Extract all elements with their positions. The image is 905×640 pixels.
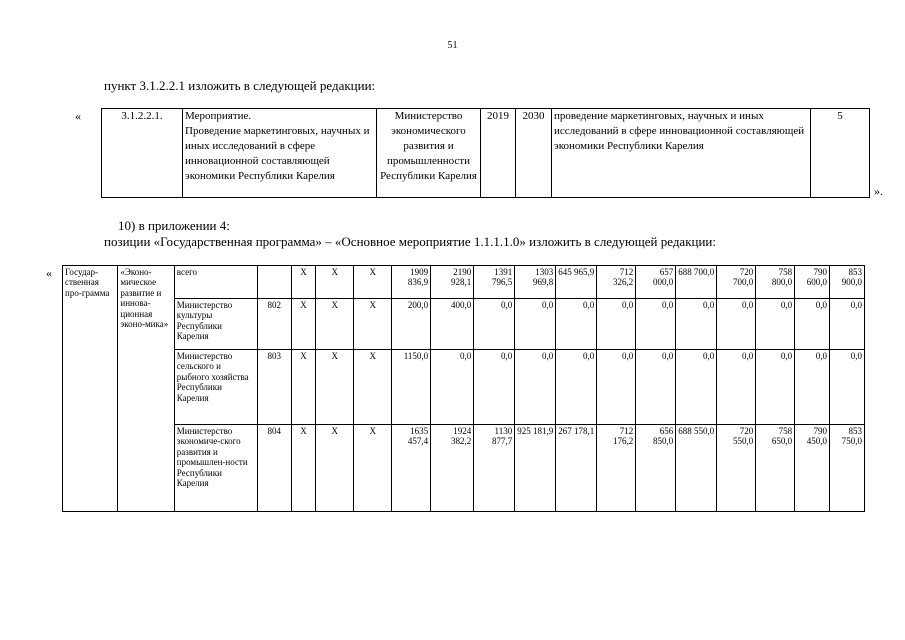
row-x2: Х <box>316 266 354 299</box>
value-cell: 1909 836,9 <box>392 266 431 299</box>
value-cell: 2190 928,1 <box>431 266 474 299</box>
value-cell: 0,0 <box>431 350 474 425</box>
value-cell: 0,0 <box>474 350 515 425</box>
value-cell: 0,0 <box>597 350 636 425</box>
table-row <box>63 299 865 350</box>
finance-table <box>62 265 865 512</box>
row-name: всего <box>174 266 257 299</box>
value-cell: 656 850,0 <box>636 425 676 512</box>
value-cell: 1391 796,5 <box>474 266 515 299</box>
item-result: проведение маркетинговых, научных и иных исследований в сфере инновационной составляющей экономики Республики Карелия <box>552 109 811 198</box>
open-quote: « <box>75 109 81 123</box>
value-cell: 0,0 <box>556 350 597 425</box>
row-name: Министерство сельского и рыбного хозяйства Республики Карелия <box>174 350 257 425</box>
value-cell: 0,0 <box>795 299 830 350</box>
row-code: 804 <box>257 425 291 512</box>
value-cell: 0,0 <box>756 299 795 350</box>
row-name: Министерство экономиче-ского развития и промышлен-ности Республики Карелия <box>174 425 257 512</box>
value-cell: 0,0 <box>636 299 676 350</box>
item-table <box>101 108 870 198</box>
value-cell: 0,0 <box>474 299 515 350</box>
section-text: позиции «Государственная программа» – «Основное мероприятие 1.1.1.1.0» изложить в следующей редакции: <box>104 234 717 249</box>
row-x1: Х <box>291 350 316 425</box>
row-x3: Х <box>354 350 392 425</box>
row-x3: Х <box>354 299 392 350</box>
value-cell: 688 700,0 <box>676 266 717 299</box>
open-quote-2: « <box>46 266 52 280</box>
item-year-start: 2019 <box>481 109 516 198</box>
value-cell: 925 181,9 <box>515 425 556 512</box>
value-cell: 645 965,9 <box>556 266 597 299</box>
value-cell: 200,0 <box>392 299 431 350</box>
value-cell: 0,0 <box>515 350 556 425</box>
program-label: Государ-ственная про-грамма <box>63 266 118 512</box>
value-cell: 790 600,0 <box>795 266 830 299</box>
item-year-end: 2030 <box>516 109 552 198</box>
table-row <box>63 425 865 512</box>
row-x1: Х <box>291 425 316 512</box>
value-cell: 0,0 <box>717 299 756 350</box>
value-cell: 0,0 <box>717 350 756 425</box>
row-name: Министерство культуры Республики Карелия <box>174 299 257 350</box>
value-cell: 853 750,0 <box>830 425 865 512</box>
row-x3: Х <box>354 266 392 299</box>
row-x2: Х <box>316 425 354 512</box>
table-row <box>63 266 865 299</box>
value-cell: 0,0 <box>795 350 830 425</box>
value-cell: 853 900,0 <box>830 266 865 299</box>
value-cell: 0,0 <box>830 350 865 425</box>
value-cell: 758 800,0 <box>756 266 795 299</box>
event-label: «Эконо-мическое развитие и иннова-ционная эконо-мика» <box>118 266 174 512</box>
table-row <box>63 350 865 425</box>
value-cell: 0,0 <box>556 299 597 350</box>
value-cell: 0,0 <box>676 299 717 350</box>
value-cell: 0,0 <box>830 299 865 350</box>
value-cell: 758 650,0 <box>756 425 795 512</box>
row-code <box>257 266 291 299</box>
row-x2: Х <box>316 299 354 350</box>
value-cell: 0,0 <box>676 350 717 425</box>
value-cell: 720 550,0 <box>717 425 756 512</box>
section-heading: 10) в приложении 4: <box>118 218 230 233</box>
value-cell: 267 178,1 <box>556 425 597 512</box>
value-cell: 0,0 <box>515 299 556 350</box>
value-cell: 712 176,2 <box>597 425 636 512</box>
item-ref: 5 <box>811 109 870 198</box>
row-code: 802 <box>257 299 291 350</box>
intro-text: пункт 3.1.2.2.1 изложить в следующей редакции: <box>104 78 376 93</box>
value-cell: 657 000,0 <box>636 266 676 299</box>
value-cell: 1130 877,7 <box>474 425 515 512</box>
value-cell: 720 700,0 <box>717 266 756 299</box>
value-cell: 0,0 <box>636 350 676 425</box>
item-row <box>102 109 870 198</box>
value-cell: 712 326,2 <box>597 266 636 299</box>
value-cell: 1635 457,4 <box>392 425 431 512</box>
row-code: 803 <box>257 350 291 425</box>
page-number: 51 <box>447 40 458 51</box>
value-cell: 1924 382,2 <box>431 425 474 512</box>
row-x1: Х <box>291 266 316 299</box>
value-cell: 0,0 <box>756 350 795 425</box>
value-cell: 688 550,0 <box>676 425 717 512</box>
row-x3: Х <box>354 425 392 512</box>
item-executor: Министерство экономического развития и промышленности Республики Карелия <box>377 109 481 198</box>
value-cell: 0,0 <box>597 299 636 350</box>
close-quote: ». <box>874 184 883 198</box>
value-cell: 400,0 <box>431 299 474 350</box>
row-x1: Х <box>291 299 316 350</box>
value-cell: 790 450,0 <box>795 425 830 512</box>
value-cell: 1150,0 <box>392 350 431 425</box>
item-number: 3.1.2.2.1. <box>102 109 183 198</box>
row-x2: Х <box>316 350 354 425</box>
item-event: Мероприятие. Проведение маркетинговых, научных и иных исследований в сфере инновационной составляющей экономики Республики Карелия <box>183 109 377 198</box>
value-cell: 1303 969,8 <box>515 266 556 299</box>
